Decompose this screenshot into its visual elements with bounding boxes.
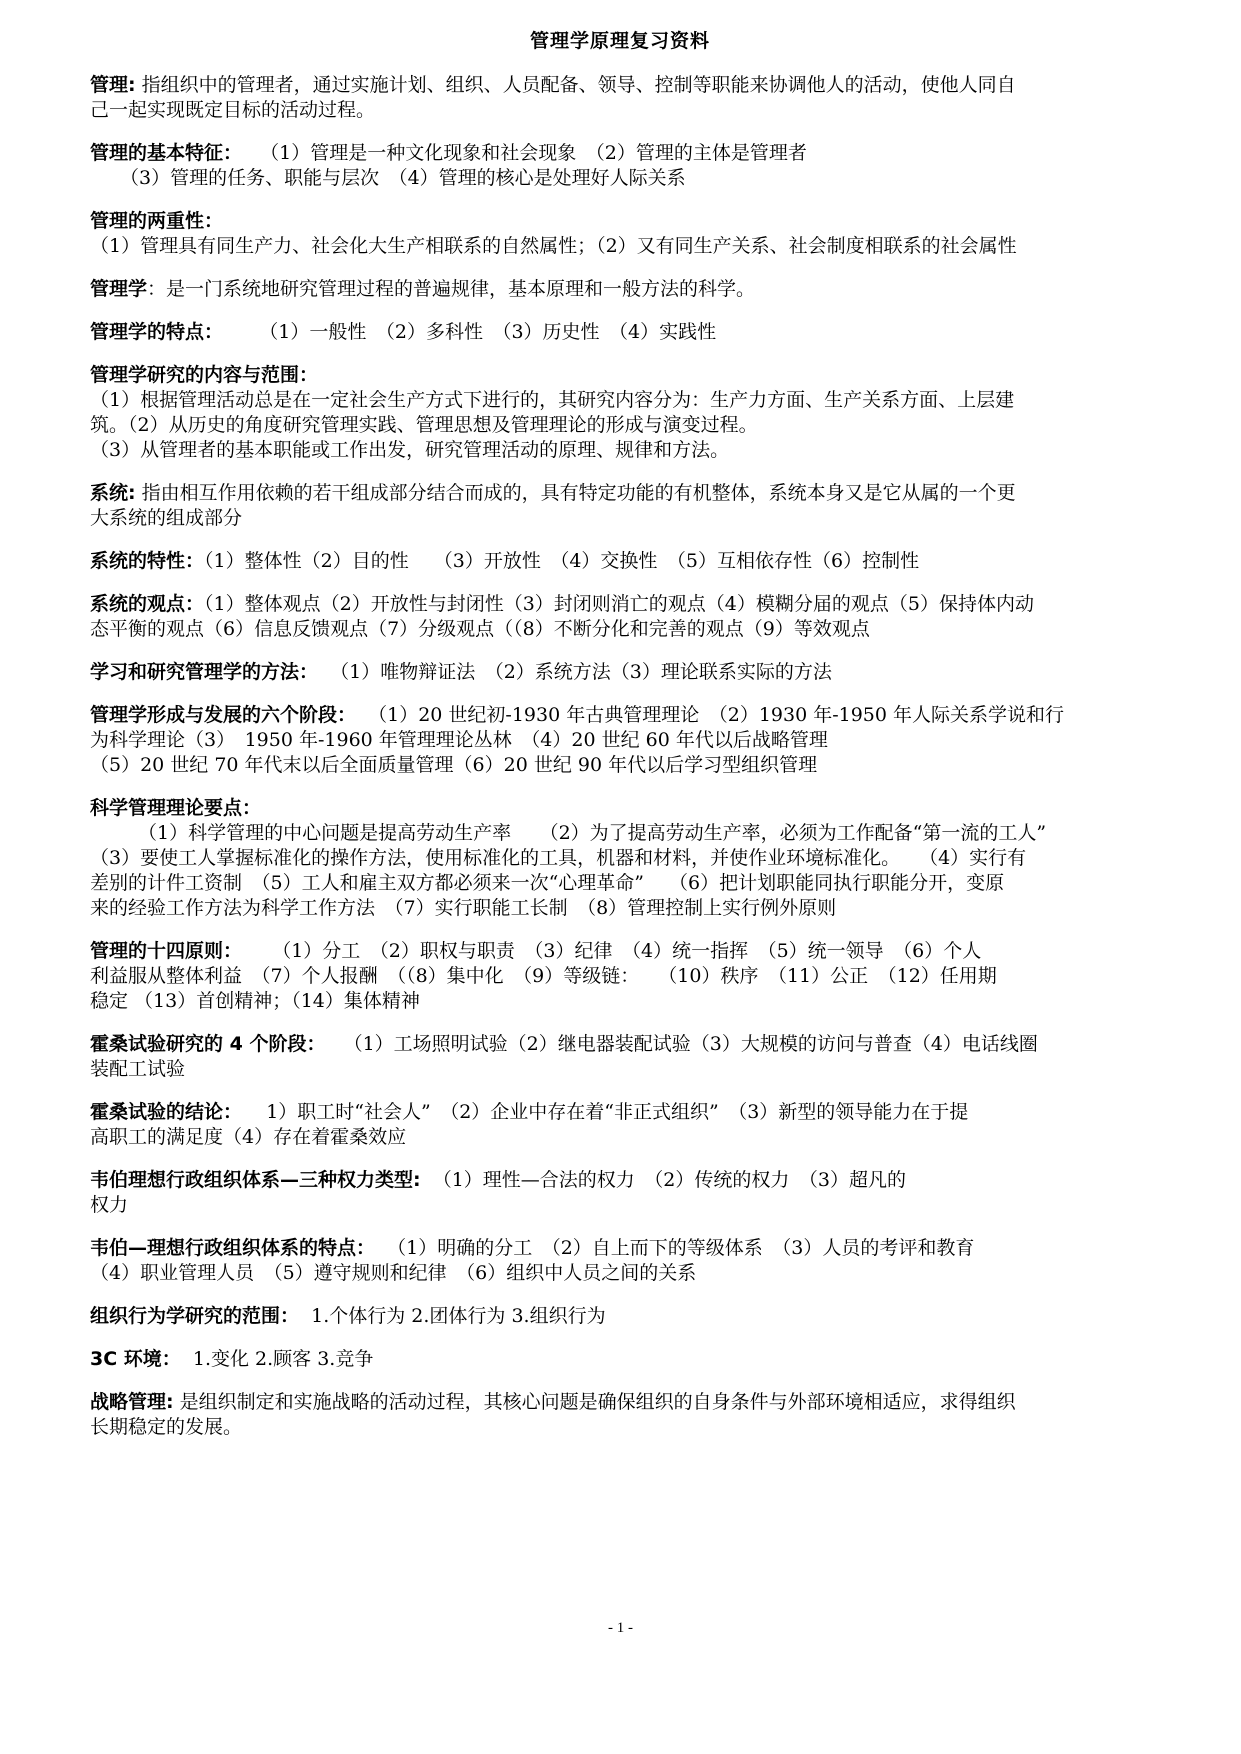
section-research-scope	[90, 363, 1150, 463]
section-basic-features	[90, 141, 1150, 191]
section-text: 利益服从整体利益 （7）个人报酬 （（8）集中化 （9）等级链： （10）秩序 （11）公正 （12）任用期	[90, 965, 997, 987]
section-heading: 学习和研究管理学的方法：	[90, 661, 319, 683]
section-text: （1）20 世纪初-1930 年古典管理理论 （2）1930 年-1950 年人际关系学说和行	[368, 704, 1065, 726]
section-heading: 科学管理理论要点：	[90, 797, 262, 819]
section-system-definition	[90, 481, 1150, 531]
section-heading: 管理:	[90, 74, 136, 96]
section-heading: 韦伯—理想行政组织体系的特点：	[90, 1237, 376, 1259]
page-number: - 1 -	[608, 1620, 633, 1636]
section-text: 指由相互作用依赖的若干组成部分结合而成的，具有特定功能的有机整体，系统本身又是它从属的一个更	[141, 482, 1016, 504]
section-text: （1）整体观点（2）开放性与封闭性（3）封闭则消亡的观点（4）模糊分届的观点（5）保持体内动	[204, 593, 1034, 615]
section-heading: 管理学的特点：	[90, 321, 224, 343]
section-text: （3）管理的任务、职能与层次 （4）管理的核心是处理好人际关系	[120, 167, 686, 189]
section-heading: 管理学形成与发展的六个阶段：	[90, 704, 357, 726]
section-text: （1）管理是一种文化现象和社会现象 （2）管理的主体是管理者	[260, 142, 807, 164]
section-3c-environment	[90, 1347, 1150, 1372]
section-text: （1）科学管理的中心问题是提高劳动生产率 （2）为了提高劳动生产率，必须为工作配备“第一流的工人”	[138, 822, 1047, 844]
section-text: 1.变化 2.顾客 3.竞争	[192, 1348, 374, 1370]
section-six-stages	[90, 703, 1150, 778]
section-text: （3）从管理者的基本职能或工作出发，研究管理活动的原理、规律和方法。	[90, 439, 730, 461]
document-title: 管理学原理复习资料	[529, 30, 710, 52]
section-text: 稳定 （13）首创精神；（14）集体精神	[90, 990, 420, 1012]
section-study-methods	[90, 660, 1150, 685]
section-text: ：是一门系统地研究管理过程的普遍规律，基本原理和一般方法的科学。	[147, 278, 756, 300]
section-organizational-behavior	[90, 1304, 1150, 1329]
section-duality	[90, 209, 1150, 259]
section-text: 己一起实现既定目标的活动过程。	[90, 99, 376, 121]
section-text: 长期稳定的发展。	[90, 1416, 243, 1438]
section-text: （1）明确的分工 （2）自上而下的等级体系 （3）人员的考评和教育	[387, 1237, 975, 1259]
section-strategic-management	[90, 1390, 1150, 1440]
section-text: （1）分工 （2）职权与职责 （3）纪律 （4）统一指挥 （5）统一领导 （6）个人	[272, 940, 982, 962]
section-text: 指组织中的管理者，通过实施计划、组织、人员配备、领导、控制等职能来协调他人的活动，使他人同自	[141, 74, 1016, 96]
section-text: （3）要使工人掌握标准化的操作方法，使用标准化的工具，机器和材料，并使作业环境标准化。 （4）实行有	[90, 847, 1027, 869]
section-text: 来的经验工作方法为科学工作方法 （7）实行职能工长制 （8）管理控制上实行例外原则	[90, 897, 837, 919]
section-heading: 管理的两重性：	[90, 210, 224, 232]
section-heading: 系统:	[90, 482, 136, 504]
section-text: 态平衡的观点（6）信息反馈观点（7）分级观点（（8）不断分化和完善的观点（9）等效观点	[90, 618, 870, 640]
section-heading: 管理的基本特征：	[90, 142, 243, 164]
section-text: 为科学理论（3） 1950 年-1960 年管理理论丛林 （4）20 世纪 60 年代以后战略管理	[90, 729, 828, 751]
section-text: （4）职业管理人员 （5）遵守规则和纪律 （6）组织中人员之间的关系	[90, 1262, 697, 1284]
section-text: 是组织制定和实施战略的活动过程，其核心问题是确保组织的自身条件与外部环境相适应，求得组织	[179, 1391, 1016, 1413]
section-text: 装配工试验	[90, 1058, 186, 1080]
section-text: （1）唯物辩证法 （2）系统方法（3）理论联系实际的方法	[330, 661, 832, 683]
section-hawthorne-conclusions	[90, 1100, 1150, 1150]
section-management-science	[90, 277, 1150, 302]
section-text: 1）职工时“社会人” （2）企业中存在着“非正式组织” （3）新型的领导能力在于提	[266, 1101, 969, 1123]
section-weber-authority-types	[90, 1168, 1150, 1218]
section-heading: 韦伯理想行政组织体系—三种权力类型:	[90, 1169, 421, 1191]
section-text: （1）一般性 （2）多科性 （3）历史性 （4）实践性	[259, 321, 717, 343]
section-scientific-management	[90, 796, 1150, 921]
section-text: （1）整体性（2）目的性 （3）开放性 （4）交换性 （5）互相依存性（6）控制性	[204, 550, 920, 572]
section-hawthorne-stages	[90, 1032, 1150, 1082]
section-text: （5）20 世纪 70 年代末以后全面质量管理（6）20 世纪 90 年代以后学习型组织管理	[90, 754, 818, 776]
section-text: 大系统的组成部分	[90, 507, 243, 529]
section-text: 1.个体行为 2.团体行为 3.组织行为	[311, 1305, 606, 1327]
section-heading: 战略管理:	[90, 1391, 174, 1413]
section-text: 筑。（2）从历史的角度研究管理实践、管理思想及管理理论的形成与演变过程。	[90, 414, 758, 436]
section-heading: 霍桑试验研究的 4 个阶段：	[90, 1033, 326, 1055]
section-heading: 管理的十四原则：	[90, 940, 243, 962]
section-text: 差别的计件工资制 （5）工人和雇主双方都必须来一次“心理革命” （6）把计划职能同执行职能分开，变原	[90, 872, 1005, 894]
section-heading: 系统的特性：	[90, 550, 205, 572]
section-heading: 组织行为学研究的范围：	[90, 1305, 300, 1327]
section-text: （1）理性—合法的权力 （2）传统的权力 （3）超凡的	[432, 1169, 906, 1191]
section-fourteen-principles	[90, 939, 1150, 1014]
section-heading: 霍桑试验的结论：	[90, 1101, 243, 1123]
section-heading: 3C 环境：	[90, 1348, 181, 1370]
section-text: 高职工的满足度（4）存在着霍桑效应	[90, 1126, 407, 1148]
section-heading: 管理学	[90, 278, 148, 300]
section-system-characteristics	[90, 549, 1150, 574]
section-heading: 系统的观点：	[90, 593, 205, 615]
section-management-definition	[90, 73, 1150, 123]
section-text: （1）根据管理活动总是在一定社会生产方式下进行的，其研究内容分为：生产力方面、生产关系方面、上层建	[90, 389, 1015, 411]
section-weber-features	[90, 1236, 1150, 1286]
section-system-viewpoints	[90, 592, 1150, 642]
document-page	[90, 26, 1150, 1458]
section-science-features	[90, 320, 1150, 345]
section-text: 权力	[90, 1194, 129, 1216]
section-heading: 管理学研究的内容与范围：	[90, 364, 319, 386]
section-text: （1）管理具有同生产力、社会化大生产相联系的自然属性；（2）又有同生产关系、社会制度相联系的社会属性	[90, 235, 1017, 257]
section-text: （1）工场照明试验（2）继电器装配试验（3）大规模的访问与普查（4）电话线圈	[343, 1033, 1038, 1055]
